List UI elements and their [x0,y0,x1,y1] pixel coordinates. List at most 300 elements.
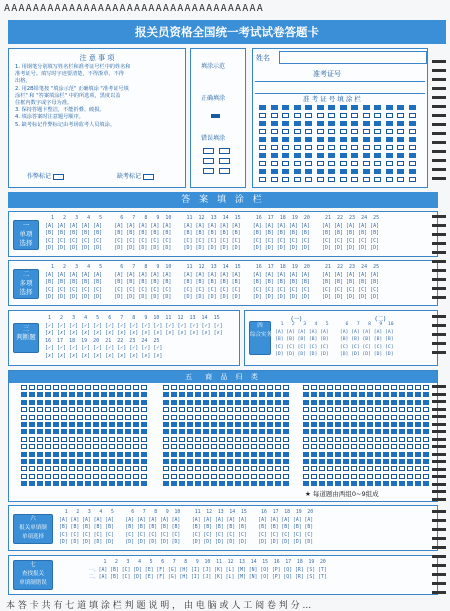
commodity-digit-cell[interactable] [203,466,209,471]
commodity-digit-cell[interactable] [275,481,281,486]
commodity-digit-cell[interactable] [259,385,265,390]
commodity-digit-cell[interactable] [29,429,35,434]
commodity-digit-cell[interactable] [359,452,365,457]
id-digit-cell[interactable] [363,161,370,166]
commodity-digit-cell[interactable] [53,415,59,420]
commodity-digit-cell[interactable] [343,429,349,434]
commodity-digit-cell[interactable] [399,466,405,471]
commodity-digit-cell[interactable] [319,452,325,457]
commodity-digit-cell[interactable] [351,392,357,397]
commodity-digit-cell[interactable] [423,474,429,479]
commodity-digit-cell[interactable] [101,481,107,486]
commodity-digit-cell[interactable] [77,481,83,486]
commodity-digit-cell[interactable] [251,459,257,464]
commodity-digit-cell[interactable] [275,415,281,420]
commodity-digit-cell[interactable] [29,415,35,420]
commodity-digit-cell[interactable] [163,392,169,397]
commodity-digit-cell[interactable] [133,481,139,486]
commodity-digit-cell[interactable] [203,474,209,479]
commodity-digit-cell[interactable] [37,385,43,390]
commodity-digit-cell[interactable] [407,452,413,457]
commodity-digit-cell[interactable] [93,437,99,442]
commodity-digit-cell[interactable] [179,452,185,457]
id-digit-cell[interactable] [397,145,404,150]
commodity-digit-cell[interactable] [61,444,67,449]
commodity-digit-cell[interactable] [319,415,325,420]
id-digit-cell[interactable] [317,129,324,134]
commodity-digit-cell[interactable] [37,429,43,434]
commodity-digit-cell[interactable] [211,474,217,479]
commodity-digit-cell[interactable] [125,444,131,449]
id-fill-grid[interactable] [259,105,423,185]
commodity-digit-cell[interactable] [37,422,43,427]
commodity-digit-cell[interactable] [117,422,123,427]
commodity-digit-cell[interactable] [163,466,169,471]
commodity-digit-cell[interactable] [359,474,365,479]
commodity-digit-cell[interactable] [101,400,107,405]
commodity-digit-cell[interactable] [29,466,35,471]
id-digit-cell[interactable] [363,177,370,182]
commodity-digit-cell[interactable] [303,444,309,449]
commodity-digit-cell[interactable] [311,466,317,471]
commodity-digit-cell[interactable] [187,459,193,464]
commodity-digit-cell[interactable] [235,437,241,442]
id-digit-cell[interactable] [386,153,393,158]
commodity-digit-cell[interactable] [327,422,333,427]
commodity-digit-cell[interactable] [423,466,429,471]
commodity-digit-cell[interactable] [195,400,201,405]
commodity-digit-cell[interactable] [171,437,177,442]
commodity-digit-cell[interactable] [141,429,147,434]
commodity-digit-cell[interactable] [383,422,389,427]
commodity-digit-cell[interactable] [359,481,365,486]
commodity-digit-cell[interactable] [267,429,273,434]
commodity-digit-cell[interactable] [163,407,169,412]
commodity-digit-cell[interactable] [163,481,169,486]
commodity-digit-cell[interactable] [319,459,325,464]
id-digit-cell[interactable] [363,169,370,174]
commodity-digit-cell[interactable] [37,407,43,412]
commodity-digit-cell[interactable] [93,459,99,464]
commodity-digit-cell[interactable] [29,481,35,486]
id-digit-cell[interactable] [409,105,416,110]
commodity-digit-cell[interactable] [69,400,75,405]
id-digit-cell[interactable] [397,169,404,174]
commodity-digit-cell[interactable] [267,452,273,457]
commodity-digit-cell[interactable] [367,429,373,434]
commodity-digit-cell[interactable] [141,407,147,412]
commodity-digit-cell[interactable] [399,459,405,464]
commodity-digit-cell[interactable] [327,437,333,442]
commodity-digit-cell[interactable] [29,444,35,449]
commodity-digit-cell[interactable] [375,407,381,412]
commodity-digit-cell[interactable] [117,415,123,420]
commodity-digit-cell[interactable] [343,444,349,449]
commodity-digit-cell[interactable] [85,407,91,412]
commodity-digit-cell[interactable] [77,422,83,427]
id-digit-cell[interactable] [340,105,347,110]
commodity-digit-cell[interactable] [235,415,241,420]
commodity-digit-cell[interactable] [109,392,115,397]
commodity-digit-cell[interactable] [283,452,289,457]
commodity-digit-cell[interactable] [21,429,27,434]
commodity-digit-cell[interactable] [179,392,185,397]
commodity-digit-cell[interactable] [195,452,201,457]
commodity-digit-cell[interactable] [283,385,289,390]
commodity-digit-cell[interactable] [367,452,373,457]
id-digit-cell[interactable] [271,169,278,174]
commodity-digit-cell[interactable] [311,437,317,442]
commodity-digit-cell[interactable] [37,466,43,471]
commodity-digit-cell[interactable] [109,415,115,420]
commodity-digit-cell[interactable] [391,422,397,427]
commodity-digit-cell[interactable] [423,400,429,405]
id-digit-cell[interactable] [294,137,301,142]
id-digit-cell[interactable] [282,129,289,134]
id-digit-cell[interactable] [374,161,381,166]
commodity-digit-cell[interactable] [367,400,373,405]
commodity-digit-cell[interactable] [367,415,373,420]
commodity-digit-cell[interactable] [45,474,51,479]
commodity-digit-cell[interactable] [303,459,309,464]
section-2-options[interactable]: 1 2 3 4 5 6 7 8 9 10 11 12 13 14 15 16 17 18 19 20 21 22 23 24 25 [A] [A] [A] [A] [A] [A] [A] [A] [A] [A] [A] [A] [A] [A] [A] [A] [A] [A] [A] [A] [A] [A] [A] [A] [A] [B] [B] [B] [B] [B] [B] [B] [B] [B] [B] [B] [B] [B] [B] [B] [B] [B] [B] [B] [B] [B] [B] [B] [B] [B] [C] [C] [C] [C] [C] [C] [C] [C] [C] [C] [C] [C] [C] [C] [C] [C] [C] [C] [C] [C] [C] [C] [C] [C] [C] [D] [D] [D] [D] [D] [D] [D] [D] [D] [D] [D] [D] [D] [D] [D] [D] [D] [D] [D] [D] [D] [D] [D] [D] [D] [45,264,380,301]
commodity-digit-cell[interactable] [319,429,325,434]
commodity-digit-cell[interactable] [259,392,265,397]
id-digit-cell[interactable] [328,177,335,182]
commodity-digit-cell[interactable] [101,466,107,471]
id-digit-cell[interactable] [305,169,312,174]
commodity-digit-cell[interactable] [275,422,281,427]
id-digit-cell[interactable] [328,153,335,158]
commodity-digit-cell[interactable] [343,437,349,442]
commodity-digit-cell[interactable] [415,429,421,434]
commodity-digit-cell[interactable] [319,422,325,427]
commodity-digit-cell[interactable] [283,400,289,405]
commodity-digit-cell[interactable] [415,415,421,420]
commodity-digit-cell[interactable] [211,407,217,412]
commodity-digit-cell[interactable] [335,385,341,390]
commodity-digit-cell[interactable] [61,429,67,434]
commodity-digit-cell[interactable] [195,466,201,471]
commodity-digit-cell[interactable] [69,481,75,486]
commodity-digit-cell[interactable] [77,474,83,479]
commodity-digit-cell[interactable] [375,392,381,397]
commodity-digit-cell[interactable] [187,415,193,420]
commodity-digit-cell[interactable] [319,481,325,486]
id-digit-cell[interactable] [363,105,370,110]
commodity-digit-cell[interactable] [399,385,405,390]
commodity-digit-cell[interactable] [203,452,209,457]
id-digit-cell[interactable] [340,113,347,118]
commodity-digit-cell[interactable] [407,415,413,420]
commodity-digit-cell[interactable] [383,429,389,434]
commodity-digit-cell[interactable] [21,444,27,449]
commodity-digit-cell[interactable] [311,400,317,405]
id-digit-cell[interactable] [397,153,404,158]
id-digit-cell[interactable] [363,145,370,150]
commodity-digit-cell[interactable] [415,481,421,486]
id-digit-cell[interactable] [328,137,335,142]
commodity-digit-cell[interactable] [69,452,75,457]
commodity-digit-cell[interactable] [93,444,99,449]
section-4-options[interactable]: 1 2 3 4 5 6 7 8 9 10 [A] [A] [A] [A] [A] [A] [A] [A] [A] [A] [B] [B] [B] [B] [B] [B] [B] [B] [B] [B] [C] [C] [C] [C] [C] [C] [C] [C] [C] [C] [D] [D] [D] [D] [D] [D] [D] [D] [D] [D] [275,322,394,358]
commodity-digit-cell[interactable] [375,481,381,486]
commodity-digit-cell[interactable] [283,407,289,412]
commodity-digit-cell[interactable] [179,407,185,412]
commodity-digit-cell[interactable] [235,429,241,434]
commodity-digit-cell[interactable] [61,400,67,405]
commodity-digit-cell[interactable] [21,459,27,464]
id-digit-cell[interactable] [374,177,381,182]
commodity-digit-cell[interactable] [29,452,35,457]
commodity-digit-cell[interactable] [171,452,177,457]
commodity-digit-cell[interactable] [93,452,99,457]
id-digit-cell[interactable] [409,145,416,150]
id-digit-cell[interactable] [351,105,358,110]
commodity-digit-cell[interactable] [133,392,139,397]
commodity-digit-cell[interactable] [53,459,59,464]
commodity-digit-cell[interactable] [211,429,217,434]
commodity-digit-cell[interactable] [319,437,325,442]
commodity-digit-cell[interactable] [283,481,289,486]
id-digit-cell[interactable] [271,113,278,118]
commodity-digit-cell[interactable] [235,400,241,405]
commodity-digit-cell[interactable] [29,437,35,442]
commodity-digit-cell[interactable] [61,459,67,464]
commodity-digit-cell[interactable] [21,466,27,471]
commodity-digit-cell[interactable] [407,400,413,405]
commodity-digit-cell[interactable] [227,459,233,464]
commodity-digit-cell[interactable] [117,444,123,449]
id-digit-cell[interactable] [294,105,301,110]
commodity-digit-cell[interactable] [187,400,193,405]
id-digit-cell[interactable] [374,137,381,142]
commodity-digit-cell[interactable] [303,481,309,486]
commodity-digit-cell[interactable] [133,429,139,434]
commodity-digit-cell[interactable] [423,444,429,449]
commodity-digit-cell[interactable] [141,481,147,486]
commodity-digit-cell[interactable] [61,474,67,479]
commodity-digit-cell[interactable] [335,400,341,405]
id-digit-cell[interactable] [328,105,335,110]
cheat-mark[interactable]: 作弊标记 [27,171,64,180]
commodity-digit-cell[interactable] [415,452,421,457]
commodity-digit-cell[interactable] [141,466,147,471]
commodity-digit-cell[interactable] [375,474,381,479]
commodity-digit-cell[interactable] [69,459,75,464]
commodity-digit-cell[interactable] [375,415,381,420]
commodity-digit-cell[interactable] [219,385,225,390]
commodity-digit-cell[interactable] [29,422,35,427]
id-digit-cell[interactable] [374,113,381,118]
commodity-digit-cell[interactable] [383,385,389,390]
commodity-digit-cell[interactable] [29,392,35,397]
commodity-digit-cell[interactable] [85,400,91,405]
commodity-digit-cell[interactable] [203,459,209,464]
commodity-digit-cell[interactable] [399,415,405,420]
commodity-digit-cell[interactable] [37,459,43,464]
id-digit-cell[interactable] [340,169,347,174]
id-digit-cell[interactable] [363,113,370,118]
commodity-digit-cell[interactable] [125,452,131,457]
commodity-digit-cell[interactable] [407,437,413,442]
commodity-digit-cell[interactable] [195,415,201,420]
id-digit-cell[interactable] [363,121,370,126]
commodity-digit-cell[interactable] [407,444,413,449]
commodity-digit-cell[interactable] [77,466,83,471]
commodity-digit-cell[interactable] [61,385,67,390]
commodity-digit-cell[interactable] [327,415,333,420]
commodity-digit-cell[interactable] [251,466,257,471]
commodity-digit-cell[interactable] [303,392,309,397]
id-digit-cell[interactable] [259,169,266,174]
commodity-digit-cell[interactable] [407,385,413,390]
commodity-digit-cell[interactable] [303,474,309,479]
commodity-digit-cell[interactable] [93,429,99,434]
commodity-digit-cell[interactable] [391,415,397,420]
id-digit-cell[interactable] [340,129,347,134]
commodity-digit-cell[interactable] [327,392,333,397]
commodity-digit-cell[interactable] [383,400,389,405]
id-digit-cell[interactable] [317,137,324,142]
commodity-digit-cell[interactable] [335,415,341,420]
commodity-digit-cell[interactable] [45,452,51,457]
commodity-digit-cell[interactable] [211,422,217,427]
commodity-digit-cell[interactable] [133,437,139,442]
commodity-digit-cell[interactable] [195,392,201,397]
commodity-digit-cell[interactable] [171,392,177,397]
commodity-digit-cell[interactable] [267,392,273,397]
commodity-digit-cell[interactable] [109,422,115,427]
commodity-digit-cell[interactable] [187,422,193,427]
commodity-digit-cell[interactable] [415,437,421,442]
commodity-digit-cell[interactable] [21,385,27,390]
commodity-digit-cell[interactable] [259,400,265,405]
commodity-digit-cell[interactable] [267,481,273,486]
commodity-digit-cell[interactable] [101,452,107,457]
commodity-digit-cell[interactable] [399,474,405,479]
id-digit-cell[interactable] [397,161,404,166]
id-digit-cell[interactable] [259,129,266,134]
commodity-digit-cell[interactable] [275,400,281,405]
commodity-digit-cell[interactable] [243,444,249,449]
commodity-digit-cell[interactable] [101,474,107,479]
commodity-digit-cell[interactable] [335,452,341,457]
commodity-digit-cell[interactable] [399,481,405,486]
commodity-digit-cell[interactable] [235,481,241,486]
id-digit-cell[interactable] [317,105,324,110]
commodity-digit-cell[interactable] [343,481,349,486]
commodity-digit-cell[interactable] [351,422,357,427]
id-digit-cell[interactable] [294,153,301,158]
commodity-digit-cell[interactable] [77,407,83,412]
commodity-digit-cell[interactable] [53,429,59,434]
id-digit-cell[interactable] [317,145,324,150]
commodity-digit-cell[interactable] [259,407,265,412]
id-digit-cell[interactable] [271,129,278,134]
commodity-digit-cell[interactable] [187,466,193,471]
commodity-digit-cell[interactable] [117,466,123,471]
commodity-digit-cell[interactable] [109,407,115,412]
commodity-digit-cell[interactable] [125,466,131,471]
commodity-digit-cell[interactable] [335,407,341,412]
commodity-digit-cell[interactable] [163,415,169,420]
id-digit-cell[interactable] [305,153,312,158]
commodity-digit-cell[interactable] [351,385,357,390]
commodity-digit-cell[interactable] [327,481,333,486]
commodity-digit-cell[interactable] [383,459,389,464]
commodity-digit-cell[interactable] [351,466,357,471]
commodity-digit-cell[interactable] [335,466,341,471]
id-digit-cell[interactable] [328,161,335,166]
commodity-digit-cell[interactable] [141,415,147,420]
commodity-digit-cell[interactable] [133,459,139,464]
commodity-digit-cell[interactable] [303,422,309,427]
commodity-digit-cell[interactable] [243,474,249,479]
commodity-digit-cell[interactable] [101,392,107,397]
commodity-digit-cell[interactable] [171,444,177,449]
commodity-digit-cell[interactable] [187,429,193,434]
commodity-digit-cell[interactable] [133,444,139,449]
commodity-digit-cell[interactable] [163,474,169,479]
commodity-digit-cell[interactable] [235,474,241,479]
commodity-digit-cell[interactable] [101,415,107,420]
id-digit-cell[interactable] [409,113,416,118]
commodity-digit-cell[interactable] [327,385,333,390]
id-digit-cell[interactable] [409,177,416,182]
commodity-digit-cell[interactable] [93,392,99,397]
commodity-digit-cell[interactable] [267,437,273,442]
commodity-digit-cell[interactable] [311,407,317,412]
id-digit-cell[interactable] [317,113,324,118]
commodity-digit-cell[interactable] [235,407,241,412]
commodity-digit-cell[interactable] [243,392,249,397]
commodity-digit-cell[interactable] [45,400,51,405]
id-digit-cell[interactable] [351,129,358,134]
commodity-digit-cell[interactable] [141,400,147,405]
commodity-digit-cell[interactable] [311,481,317,486]
commodity-digit-cell[interactable] [251,422,257,427]
commodity-digit-cell[interactable] [179,422,185,427]
commodity-digit-cell[interactable] [61,415,67,420]
commodity-digit-cell[interactable] [93,474,99,479]
commodity-digit-cell[interactable] [85,392,91,397]
commodity-digit-cell[interactable] [163,400,169,405]
commodity-digit-cell[interactable] [259,437,265,442]
absent-mark[interactable]: 缺考标记 [117,171,154,180]
commodity-digit-cell[interactable] [133,474,139,479]
commodity-digit-cell[interactable] [243,466,249,471]
commodity-digit-cell[interactable] [391,481,397,486]
commodity-digit-cell[interactable] [335,422,341,427]
commodity-digit-cell[interactable] [283,459,289,464]
commodity-digit-cell[interactable] [219,474,225,479]
commodity-digit-cell[interactable] [101,459,107,464]
commodity-digit-cell[interactable] [21,415,27,420]
commodity-digit-cell[interactable] [85,452,91,457]
commodity-digit-cell[interactable] [415,385,421,390]
commodity-digit-cell[interactable] [69,437,75,442]
id-digit-cell[interactable] [294,145,301,150]
id-digit-cell[interactable] [340,121,347,126]
id-digit-cell[interactable] [363,137,370,142]
commodity-digit-cell[interactable] [319,444,325,449]
commodity-digit-cell[interactable] [343,415,349,420]
commodity-digit-cell[interactable] [383,481,389,486]
section-3-options[interactable]: 1 2 3 4 5 6 7 8 9 10 11 12 13 14 15 [✓] [✓] [✓] [✓] [✓] [✓] [✓] [✓] [✓] [✓] [✓] [✓] [✓] [✓] [✓] [✗] [✗] [✗] [✗] [✗] [✗] [✗] [✗] [✗] [✗] [✗] [✗] [✗] [✗] [✗] 16 17 18 19 20 21 22 23 24 25 [✓] [✓] [✓] [✓] [✓] [✓] [✓] [✓] [✓] [✓] [✗] [✗] [✗] [✗] [✗] [✗] [✗] [✗] [✗] [✗] [45,315,223,359]
commodity-digit-cell[interactable] [141,452,147,457]
commodity-digit-cell[interactable] [117,407,123,412]
